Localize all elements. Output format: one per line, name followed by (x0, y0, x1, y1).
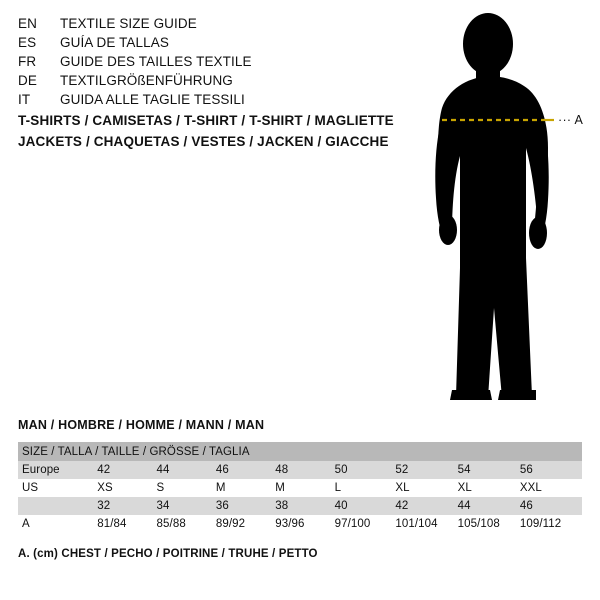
cell: 109/112 (519, 518, 562, 530)
silhouette-icon (390, 8, 600, 408)
cell: 40 (334, 500, 348, 512)
cell: XXL (519, 482, 542, 494)
language-code: ES (18, 35, 37, 50)
cell: S (156, 482, 165, 494)
cell: 81/84 (97, 518, 127, 530)
language-code: FR (18, 54, 37, 69)
table-header-row (18, 442, 582, 461)
language-code: IT (18, 92, 31, 107)
language-text: TEXTILGRÖßENFÜHRUNG (60, 73, 233, 88)
cell: L (334, 482, 342, 494)
cell: 50 (334, 464, 348, 476)
cell: 42 (395, 500, 409, 512)
cell: M (275, 482, 285, 494)
language-text: GUIDA ALLE TAGLIE TESSILI (60, 92, 245, 107)
language-row (18, 90, 358, 109)
language-code: EN (18, 16, 37, 31)
cell: 44 (156, 464, 170, 476)
language-text: GUÍA DE TALLAS (60, 35, 169, 50)
footnote: A. (cm) CHEST / PECHO / POITRINE / TRUHE / PETTO (18, 548, 318, 560)
language-list (18, 14, 358, 109)
cell: 54 (457, 464, 471, 476)
callout-dash: ··· (558, 113, 572, 127)
table-row (18, 497, 582, 515)
male-figure-illustration (390, 8, 600, 408)
cell: 93/96 (275, 518, 305, 530)
category-list (18, 110, 418, 152)
cell: 56 (519, 464, 533, 476)
cell: 105/108 (457, 518, 500, 530)
language-row (18, 71, 358, 90)
table-row (18, 515, 582, 533)
cell: 42 (97, 464, 111, 476)
language-row (18, 33, 358, 52)
cell: 36 (215, 500, 229, 512)
cell: 34 (156, 500, 170, 512)
cell: 52 (395, 464, 409, 476)
language-code: DE (18, 73, 37, 88)
cell: 46 (215, 464, 229, 476)
cell: 85/88 (156, 518, 186, 530)
cell: 44 (457, 500, 471, 512)
language-text: TEXTILE SIZE GUIDE (60, 16, 197, 31)
cell: 97/100 (334, 518, 371, 530)
cell: 89/92 (215, 518, 246, 530)
cell: M (215, 482, 226, 494)
category-jackets: JACKETS / CHAQUETAS / VESTES / JACKEN / GIACCHE (18, 134, 389, 149)
cell: 101/104 (395, 518, 438, 530)
language-text: GUIDE DES TAILLES TEXTILE (60, 54, 252, 69)
category-tshirts: T-SHIRTS / CAMISETAS / T-SHIRT / T-SHIRT / MAGLIETTE (18, 113, 394, 128)
callout-label-a (558, 113, 583, 127)
table-row (18, 479, 582, 497)
callout-letter: A (574, 113, 584, 127)
size-table (18, 442, 582, 533)
language-row (18, 14, 358, 33)
row-label: A (22, 518, 30, 530)
table-row (18, 461, 582, 479)
table-header-label: SIZE / TALLA / TAILLE / GRÖSSE / TAGLIA (22, 445, 250, 458)
cell: 38 (275, 500, 289, 512)
cell: XL (457, 482, 472, 494)
cell: XL (395, 482, 410, 494)
language-row (18, 52, 358, 71)
row-label (18, 497, 97, 515)
cell: 48 (275, 464, 289, 476)
row-label: US (22, 482, 39, 494)
cell: XS (97, 482, 113, 494)
row-label: Europe (22, 464, 60, 476)
table-title: MAN / HOMBRE / HOMME / MANN / MAN (18, 418, 265, 432)
cell: 46 (519, 500, 533, 512)
cell: 32 (97, 500, 111, 512)
